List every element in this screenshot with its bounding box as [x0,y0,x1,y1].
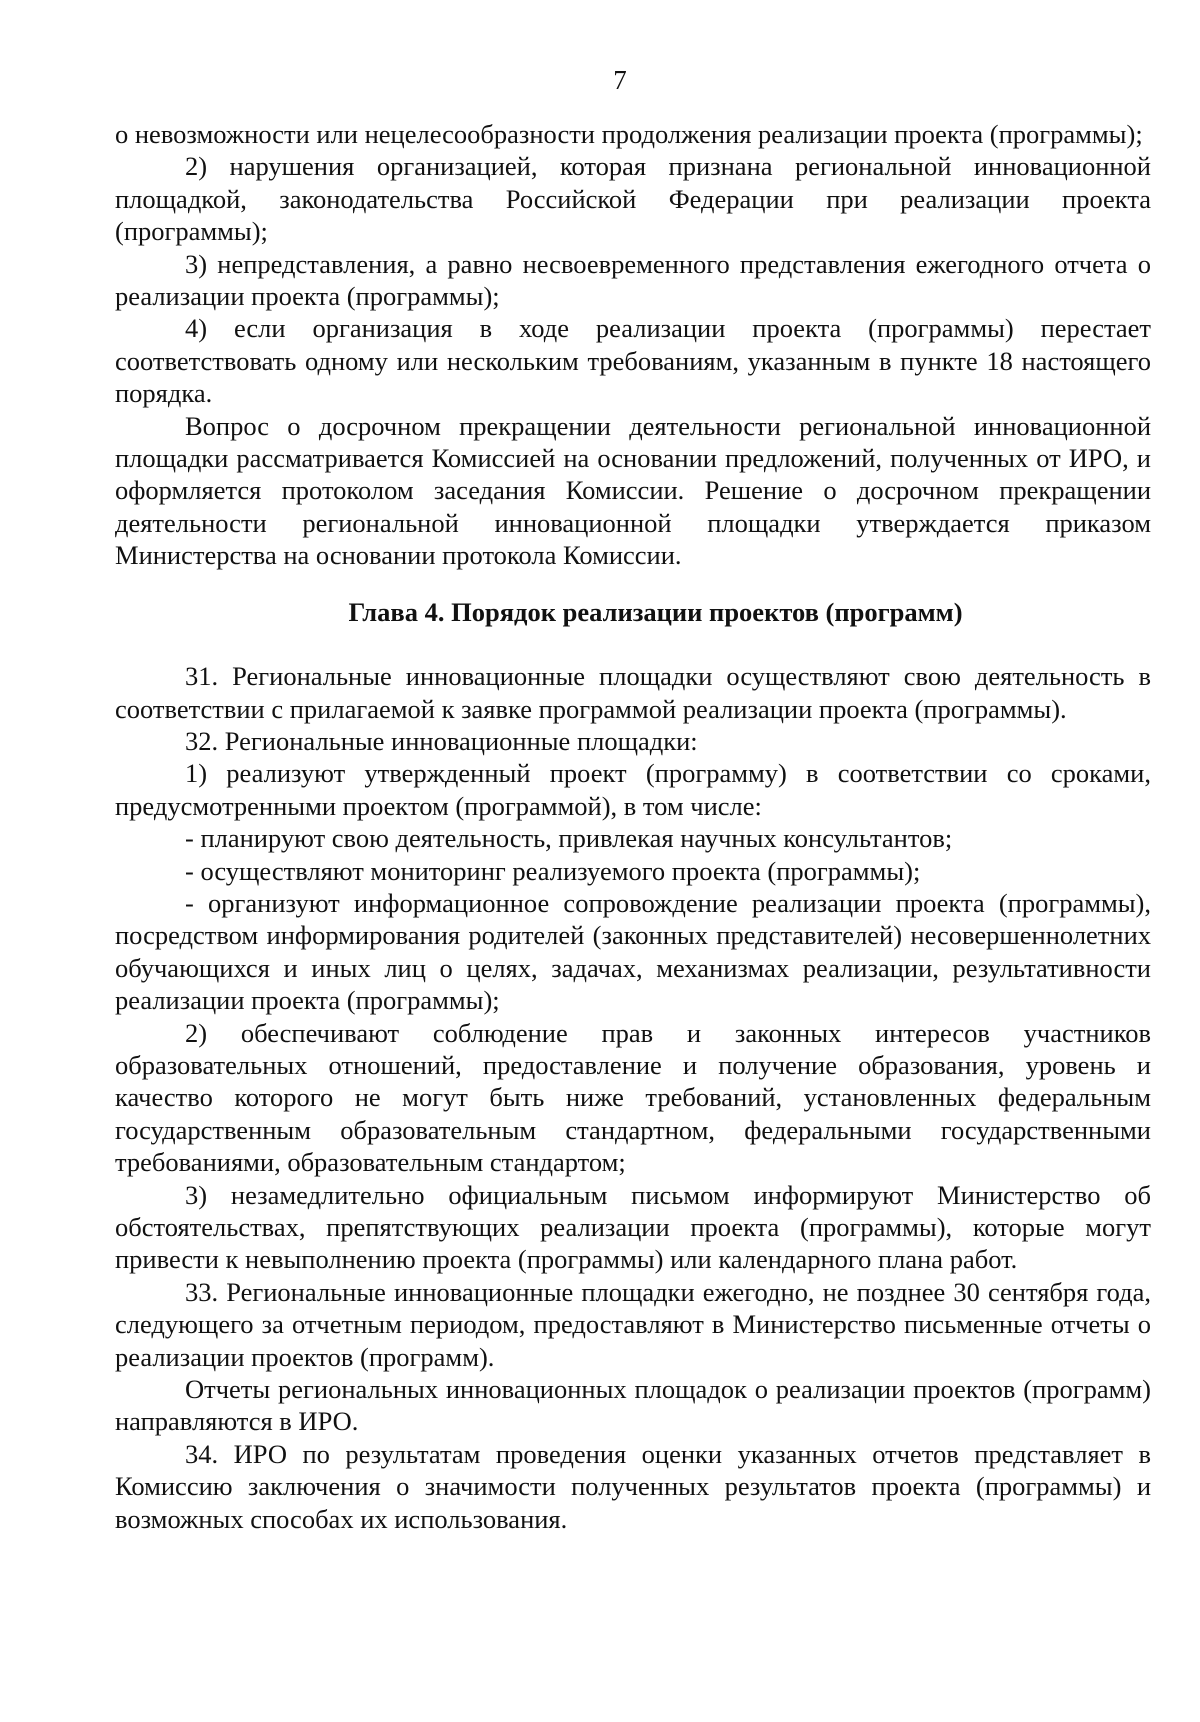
page-number: 7 [613,65,627,95]
paragraph-item-3: 3) непредставления, а равно несвоевременного представления ежегодного отчета о реализации проекта (программы); [115,248,1151,312]
paragraph-32: 32. Региональные инновационные площадки: [185,725,698,756]
paragraph-33: 33. Региональные инновационные площадки ежегодно, не позднее 30 сентября года, следующего за отчетным периодом, предоставляют в Министерство письменные отчеты о реализации проектов (программ). [115,1276,1151,1372]
paragraph-32-item-2: 2) обеспечивают соблюдение прав и законных интересов участников образовательных отношений, предоставление и получение образования, уровень и качество которого не могут быть ниже требований, установленных федеральным государственным образовательным стандартном, федеральными государственными требованиями, образовательным стандартом; [115,1017,1151,1178]
paragraph-continuation: о невозможности или нецелесообразности продолжения реализации проекта (программы); [115,119,1143,149]
paragraph-item-4: 4) если организация в ходе реализации проекта (программы) перестает соответствовать одному или нескольким требованиям, указанным в пункте 18 настоящего порядка. [115,313,1151,409]
paragraph-item-2: 2) нарушения организацией, которая признана региональной инновационной площадкой, законодательства Российской Федерации при реализации проекта (программы); [115,151,1151,247]
chapter-heading: Глава 4. Порядок реализации проектов (программ) [348,596,963,627]
paragraph-32-item-3: 3) незамедлительно официальным письмом информируют Министерство об обстоятельствах, препятствующих реализации проекта (программы), которые могут привести к невыполнению проекта (программы) или календарного плана работ. [115,1179,1151,1275]
paragraph-32-dash-2: - осуществляют мониторинг реализуемого проекта (программы); [185,855,921,886]
paragraph-33-reports: Отчеты региональных инновационных площадок о реализации проектов (программ) направляются в ИРО. [115,1374,1151,1437]
paragraph-34: 34. ИРО по результатам проведения оценки указанных отчетов представляет в Комиссию заключения о значимости полученных результатов проекта (программы) и возможных способах их использования. [115,1438,1151,1534]
paragraph-early-termination: Вопрос о досрочном прекращении деятельности региональной инновационной площадки рассматривается Комиссией на основании предложений, полученных от ИРО, и оформляется протоколом заседания Комиссии. Решение о досрочном прекращении деятельности региональной инновационной площадки утверждается приказом Министерства на основании протокола Комиссии. [115,410,1151,571]
paragraph-32-item-1: 1) реализуют утвержденный проект (программу) в соответствии со сроками, предусмотренными проектом (программой), в том числе: [115,758,1151,821]
paragraph-32-dash-1: - планируют свою деятельность, привлекая научных консультантов; [185,823,953,854]
paragraph-31: 31. Региональные инновационные площадки осуществляют свою деятельность в соответствии с прилагаемой к заявке программой реализации проекта (программы). [115,661,1151,724]
document-body [115,118,1151,1535]
paragraph-32-dash-3: - организуют информационное сопровождение реализации проекта (программы), посредством информирования родителей (законных представителей) несовершеннолетних обучающихся и иных лиц о целях, задачах, механизмах реализации, результативности реализации проекта (программы); [115,887,1151,1016]
